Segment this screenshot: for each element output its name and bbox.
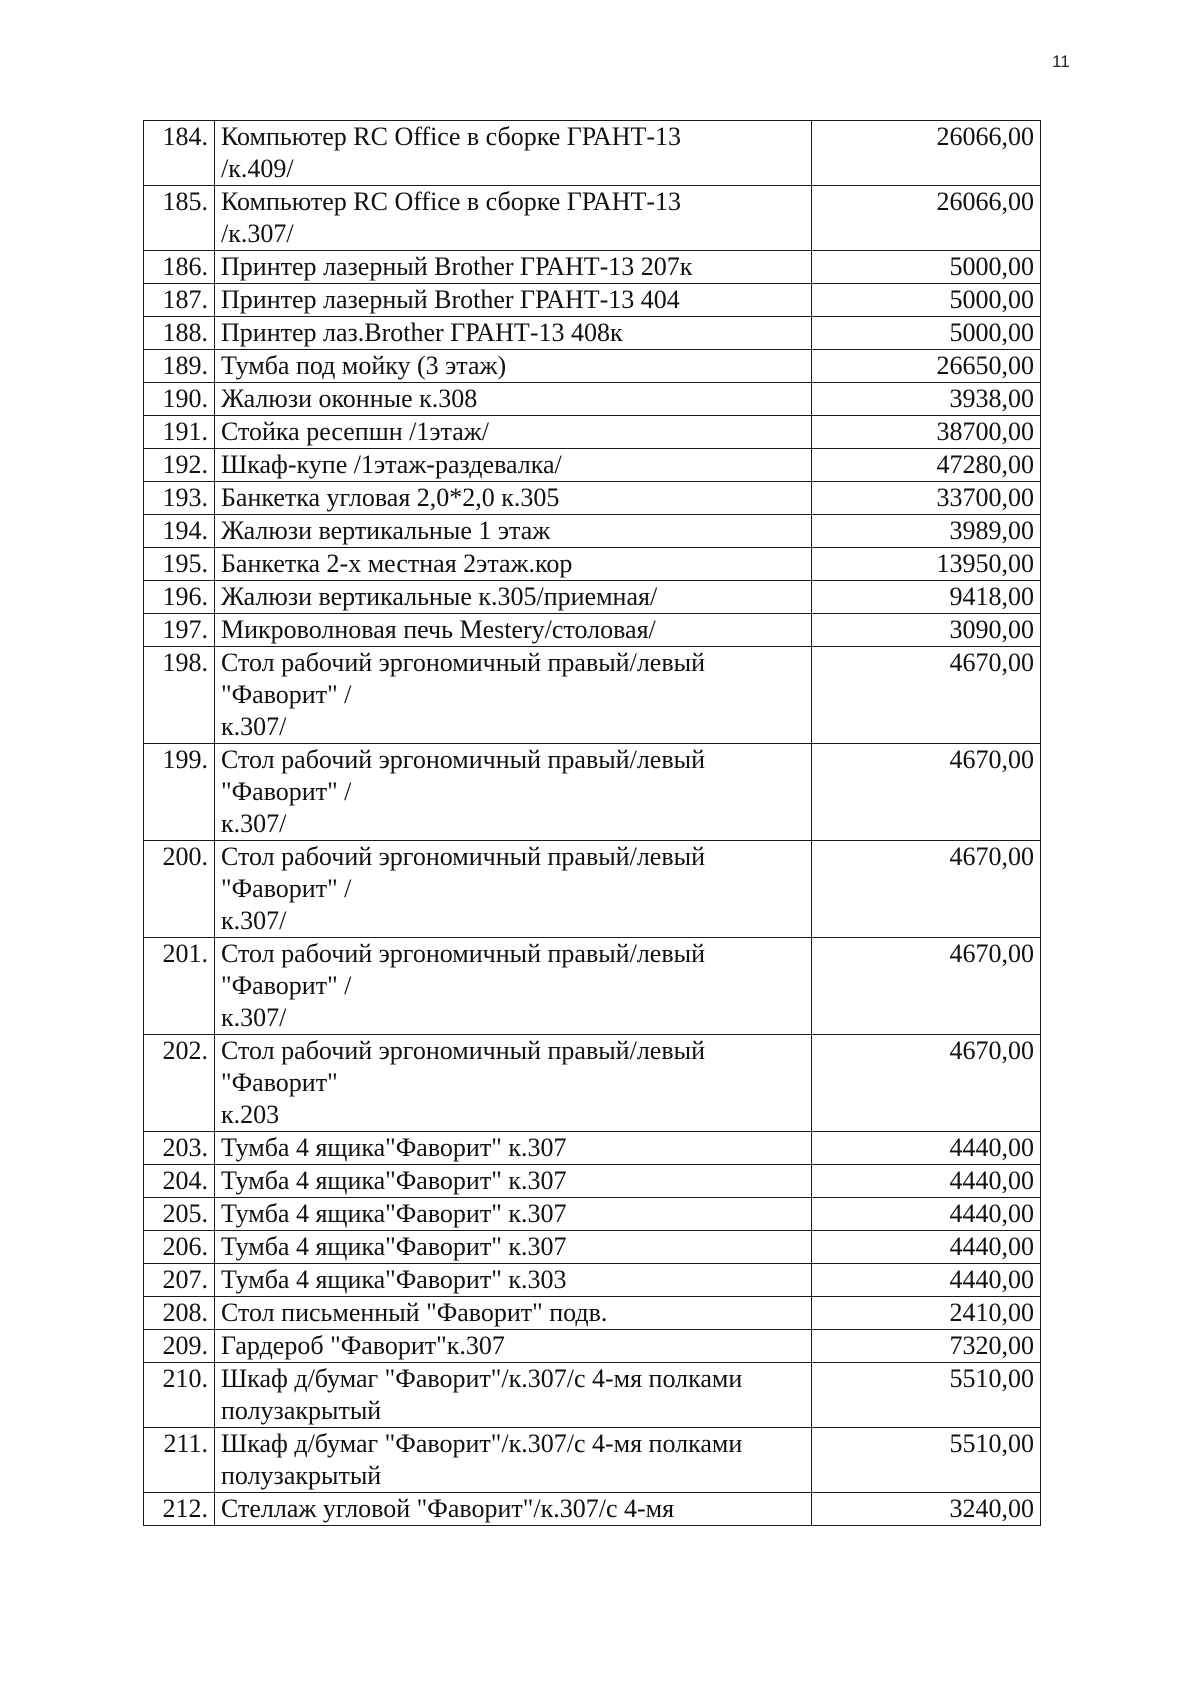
item-price-cell: 4440,00 bbox=[812, 1198, 1041, 1231]
item-price-cell: 26066,00 bbox=[812, 121, 1041, 186]
item-price-cell: 26650,00 bbox=[812, 350, 1041, 383]
table-row bbox=[144, 744, 1041, 841]
table-row bbox=[144, 482, 1041, 515]
table-row bbox=[144, 1165, 1041, 1198]
table-row bbox=[144, 1330, 1041, 1363]
table-row bbox=[144, 186, 1041, 251]
page-number: 11 bbox=[1052, 52, 1070, 71]
item-name-cell: Тумба 4 ящика"Фаворит" к.307 bbox=[215, 1198, 812, 1231]
item-name-cell: Стойка ресепшн /1этаж/ bbox=[215, 416, 812, 449]
item-price-cell: 33700,00 bbox=[812, 482, 1041, 515]
item-price-cell: 4670,00 bbox=[812, 744, 1041, 841]
row-number-cell: 189. bbox=[144, 350, 215, 383]
row-number-cell: 197. bbox=[144, 614, 215, 647]
item-name-cell: Гардероб "Фаворит"к.307 bbox=[215, 1330, 812, 1363]
item-price-cell: 3090,00 bbox=[812, 614, 1041, 647]
item-name-cell: Шкаф-купе /1этаж-раздевалка/ bbox=[215, 449, 812, 482]
table-row bbox=[144, 317, 1041, 350]
item-price-cell: 5510,00 bbox=[812, 1428, 1041, 1493]
item-name-cell: Микроволновая печь Mestery/столовая/ bbox=[215, 614, 812, 647]
item-name-cell: Шкаф д/бумаг "Фаворит"/к.307/с 4-мя полками полузакрытый bbox=[215, 1363, 812, 1428]
row-number-cell: 208. bbox=[144, 1297, 215, 1330]
row-number-cell: 188. bbox=[144, 317, 215, 350]
row-number-cell: 200. bbox=[144, 841, 215, 938]
inventory-table-body bbox=[144, 121, 1041, 1526]
row-number-cell: 190. bbox=[144, 383, 215, 416]
item-name-cell: Жалюзи вертикальные 1 этаж bbox=[215, 515, 812, 548]
row-number-cell: 207. bbox=[144, 1264, 215, 1297]
item-price-cell: 4440,00 bbox=[812, 1264, 1041, 1297]
table-row bbox=[144, 1264, 1041, 1297]
item-name-cell: Банкетка 2-х местная 2этаж.кор bbox=[215, 548, 812, 581]
item-price-cell: 9418,00 bbox=[812, 581, 1041, 614]
item-name-cell: Стеллаж угловой "Фаворит"/к.307/с 4-мя bbox=[215, 1493, 812, 1526]
item-price-cell: 47280,00 bbox=[812, 449, 1041, 482]
row-number-cell: 205. bbox=[144, 1198, 215, 1231]
item-name-cell: Стол рабочий эргономичный правый/левый "Фаворит" / к.307/ bbox=[215, 744, 812, 841]
row-number-cell: 210. bbox=[144, 1363, 215, 1428]
item-name-cell: Тумба 4 ящика"Фаворит" к.307 bbox=[215, 1132, 812, 1165]
table-row bbox=[144, 1493, 1041, 1526]
item-name-cell: Стол рабочий эргономичный правый/левый "Фаворит" / к.307/ bbox=[215, 647, 812, 744]
item-price-cell: 4440,00 bbox=[812, 1165, 1041, 1198]
item-price-cell: 4670,00 bbox=[812, 841, 1041, 938]
item-name-cell: Стол рабочий эргономичный правый/левый "Фаворит" к.203 bbox=[215, 1035, 812, 1132]
row-number-cell: 196. bbox=[144, 581, 215, 614]
row-number-cell: 211. bbox=[144, 1428, 215, 1493]
table-row bbox=[144, 1231, 1041, 1264]
item-name-cell: Жалюзи оконные к.308 bbox=[215, 383, 812, 416]
inventory-table bbox=[143, 120, 1041, 1526]
row-number-cell: 193. bbox=[144, 482, 215, 515]
item-price-cell: 5510,00 bbox=[812, 1363, 1041, 1428]
row-number-cell: 209. bbox=[144, 1330, 215, 1363]
item-name-cell: Тумба под мойку (3 этаж) bbox=[215, 350, 812, 383]
item-price-cell: 5000,00 bbox=[812, 251, 1041, 284]
row-number-cell: 198. bbox=[144, 647, 215, 744]
item-name-cell: Банкетка угловая 2,0*2,0 к.305 bbox=[215, 482, 812, 515]
table-row bbox=[144, 647, 1041, 744]
row-number-cell: 195. bbox=[144, 548, 215, 581]
table-row bbox=[144, 121, 1041, 186]
table-row bbox=[144, 449, 1041, 482]
table-row bbox=[144, 1132, 1041, 1165]
table-row bbox=[144, 938, 1041, 1035]
item-price-cell: 38700,00 bbox=[812, 416, 1041, 449]
item-price-cell: 5000,00 bbox=[812, 284, 1041, 317]
item-name-cell: Принтер лазерный Brother ГРАНТ-13 207к bbox=[215, 251, 812, 284]
item-name-cell: Стол рабочий эргономичный правый/левый "Фаворит" / к.307/ bbox=[215, 938, 812, 1035]
item-price-cell: 4670,00 bbox=[812, 647, 1041, 744]
item-price-cell: 3938,00 bbox=[812, 383, 1041, 416]
row-number-cell: 186. bbox=[144, 251, 215, 284]
item-price-cell: 2410,00 bbox=[812, 1297, 1041, 1330]
table-row bbox=[144, 416, 1041, 449]
row-number-cell: 201. bbox=[144, 938, 215, 1035]
row-number-cell: 203. bbox=[144, 1132, 215, 1165]
row-number-cell: 187. bbox=[144, 284, 215, 317]
item-name-cell: Жалюзи вертикальные к.305/приемная/ bbox=[215, 581, 812, 614]
table-row bbox=[144, 515, 1041, 548]
item-price-cell: 3240,00 bbox=[812, 1493, 1041, 1526]
item-price-cell: 13950,00 bbox=[812, 548, 1041, 581]
table-row bbox=[144, 1428, 1041, 1493]
table-row bbox=[144, 548, 1041, 581]
item-price-cell: 4440,00 bbox=[812, 1132, 1041, 1165]
table-row bbox=[144, 383, 1041, 416]
row-number-cell: 199. bbox=[144, 744, 215, 841]
table-row bbox=[144, 614, 1041, 647]
row-number-cell: 204. bbox=[144, 1165, 215, 1198]
table-row bbox=[144, 284, 1041, 317]
item-name-cell: Шкаф д/бумаг "Фаворит"/к.307/с 4-мя полками полузакрытый bbox=[215, 1428, 812, 1493]
table-row bbox=[144, 1035, 1041, 1132]
item-name-cell: Стол рабочий эргономичный правый/левый "Фаворит" / к.307/ bbox=[215, 841, 812, 938]
item-price-cell: 3989,00 bbox=[812, 515, 1041, 548]
row-number-cell: 194. bbox=[144, 515, 215, 548]
item-name-cell: Стол письменный "Фаворит" подв. bbox=[215, 1297, 812, 1330]
row-number-cell: 184. bbox=[144, 121, 215, 186]
item-name-cell: Тумба 4 ящика"Фаворит" к.307 bbox=[215, 1165, 812, 1198]
item-name-cell: Компьютер RC Office в сборке ГРАНТ-13 /к.409/ bbox=[215, 121, 812, 186]
table-row bbox=[144, 1198, 1041, 1231]
item-name-cell: Принтер лаз.Brother ГРАНТ-13 408к bbox=[215, 317, 812, 350]
item-price-cell: 4670,00 bbox=[812, 1035, 1041, 1132]
row-number-cell: 192. bbox=[144, 449, 215, 482]
row-number-cell: 185. bbox=[144, 186, 215, 251]
table-row bbox=[144, 841, 1041, 938]
table-row bbox=[144, 1363, 1041, 1428]
row-number-cell: 202. bbox=[144, 1035, 215, 1132]
item-price-cell: 5000,00 bbox=[812, 317, 1041, 350]
table-row bbox=[144, 1297, 1041, 1330]
item-price-cell: 4440,00 bbox=[812, 1231, 1041, 1264]
item-name-cell: Принтер лазерный Brother ГРАНТ-13 404 bbox=[215, 284, 812, 317]
table-row bbox=[144, 350, 1041, 383]
item-price-cell: 7320,00 bbox=[812, 1330, 1041, 1363]
row-number-cell: 191. bbox=[144, 416, 215, 449]
item-name-cell: Тумба 4 ящика"Фаворит" к.307 bbox=[215, 1231, 812, 1264]
row-number-cell: 212. bbox=[144, 1493, 215, 1526]
item-name-cell: Компьютер RC Office в сборке ГРАНТ-13 /к.307/ bbox=[215, 186, 812, 251]
item-price-cell: 4670,00 bbox=[812, 938, 1041, 1035]
table-row bbox=[144, 251, 1041, 284]
row-number-cell: 206. bbox=[144, 1231, 215, 1264]
item-price-cell: 26066,00 bbox=[812, 186, 1041, 251]
table-row bbox=[144, 581, 1041, 614]
item-name-cell: Тумба 4 ящика"Фаворит" к.303 bbox=[215, 1264, 812, 1297]
